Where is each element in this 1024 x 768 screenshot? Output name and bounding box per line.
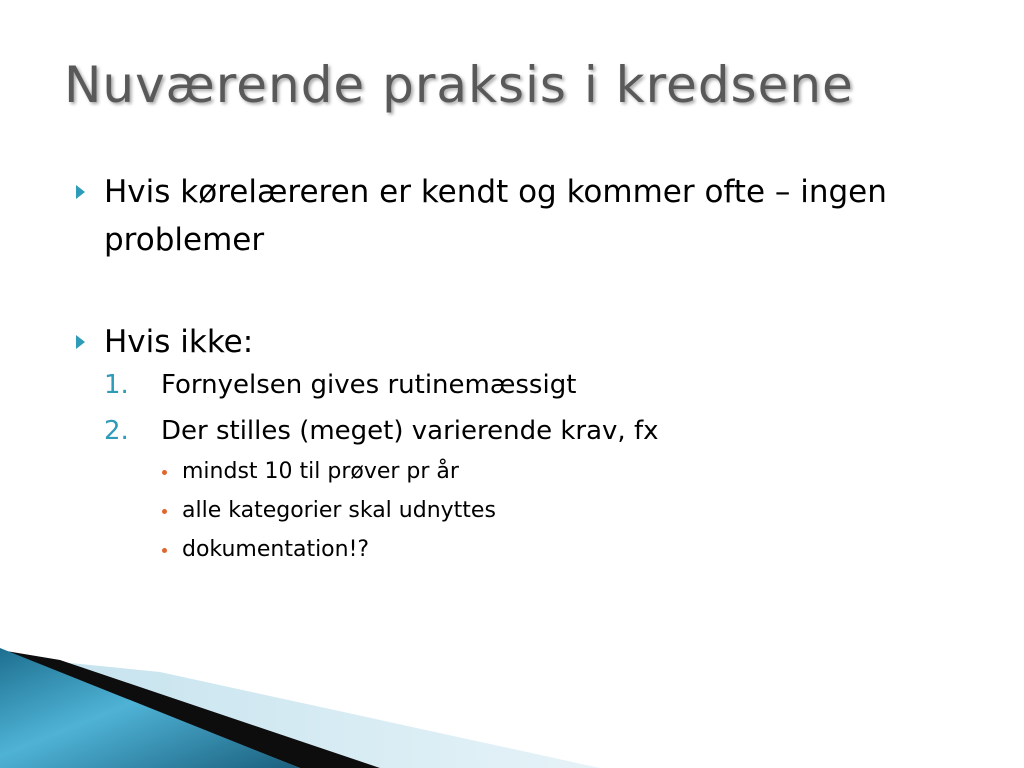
sub-item-text: dokumentation!? (182, 537, 370, 562)
slide-title: Nuværende praksis i kredsene (64, 56, 854, 114)
item-text: Fornyelsen gives rutinemæssigt (161, 370, 577, 400)
bullet-text: Hvis kørelæreren er kendt og kommer ofte – ingen problemer (104, 174, 887, 258)
item-text: Der stilles (meget) varierende krav, fx (161, 416, 659, 446)
item-number: 1. (104, 370, 129, 400)
sub-item-text: mindst 10 til prøver pr år (182, 459, 459, 484)
sub-item-text: alle kategorier skal udnyttes (182, 498, 496, 523)
item-number: 2. (104, 416, 129, 446)
bullet-text: Hvis ikke: (104, 324, 254, 360)
